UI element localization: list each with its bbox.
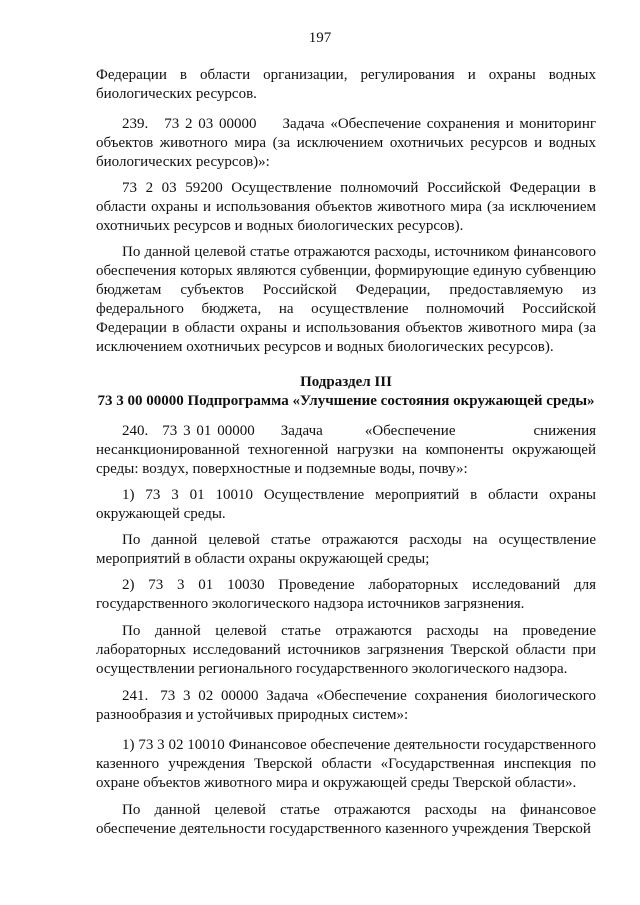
paragraph-continuation: Федерации в области организации, регулирования и охраны водных биологических ресурсов.: [96, 67, 596, 102]
paragraph-73-3-01-10030: 2) 73 3 01 10030 Проведение лабораторных исследований для государственного экологического надзора источников загрязнения.: [96, 577, 596, 612]
item-title-rest: несанкционированной техногенной нагрузки на компоненты окружающей среды: воздух, поверхностные и подземные воды, почву»:: [96, 442, 596, 477]
paragraph-73-3-02-10010: 1) 73 3 02 10010 Финансовое обеспечение деятельности государственного казенного учреждения Тверской области «Государственная инспекция по охране объектов животного мира и окружающей среды Тверской области».: [96, 737, 596, 791]
paragraph-description-4: По данной целевой статье отражаются расходы на финансовое обеспечение деятельности государственного казенного учреждения Тверской: [96, 802, 596, 837]
item-number: 239.: [122, 116, 149, 132]
paragraph-73-3-01-10010: 1) 73 3 01 10010 Осуществление мероприятий в области охраны окружающей среды.: [96, 487, 596, 522]
item-title-rest: объектов животного мира (за исключением охотничьих ресурсов и водных биологических ресурсов)»:: [96, 135, 596, 170]
paragraph-description-3: По данной целевой статье отражаются расходы на проведение лабораторных исследований источников загрязнения Тверской области при осуществлении регионального государственного экологического надзора.: [96, 623, 596, 677]
subsection-subtitle: 73 3 00 00000 Подпрограмма «Улучшение состояния окружающей среды»: [97, 393, 595, 409]
paragraph-73-2-03-59200: 73 2 03 59200 Осуществление полномочий Российской Федерации в области охраны и использования объектов животного мира (за исключением охотничьих ресурсов и водных биологических ресурсов).: [96, 180, 596, 234]
paragraph-241: [96, 687, 596, 725]
item-title: Задача «Обеспечение сохранения и мониторинг: [282, 116, 596, 132]
item-title: 73 3 02 00000 Задача «Обеспечение сохранения биологического разнообразия и устойчивых природных систем»:: [96, 688, 596, 723]
item-number: 241.: [122, 688, 149, 704]
paragraph-240: [96, 422, 596, 479]
paragraph-description-2: По данной целевой статье отражаются расходы на осуществление мероприятий в области охраны окружающей среды;: [96, 532, 596, 567]
item-number: 240.: [122, 423, 149, 439]
paragraph-description-1: По данной целевой статье отражаются расходы, источником финансового обеспечения которых являются субвенции, формирующие единую субвенцию бюджетам субъектов Российской Федерации, предоставляемую из федерального бюджета, на осуществление полномочий Российской Федерации в области охраны и использования объектов животного мира (за исключением охотничьих ресурсов и водных биологических ресурсов).: [96, 244, 596, 355]
item-word-2: «Обеспечение: [364, 423, 456, 439]
item-word-3: снижения: [533, 423, 596, 439]
item-code: 73 2 03 00000: [164, 116, 257, 132]
item-code: 73 3 01 00000: [162, 423, 255, 439]
subsection-title: Подраздел III: [300, 374, 392, 390]
page-number: 197: [308, 30, 332, 46]
paragraph-239: [96, 115, 596, 172]
item-word-1: Задача: [280, 423, 323, 439]
